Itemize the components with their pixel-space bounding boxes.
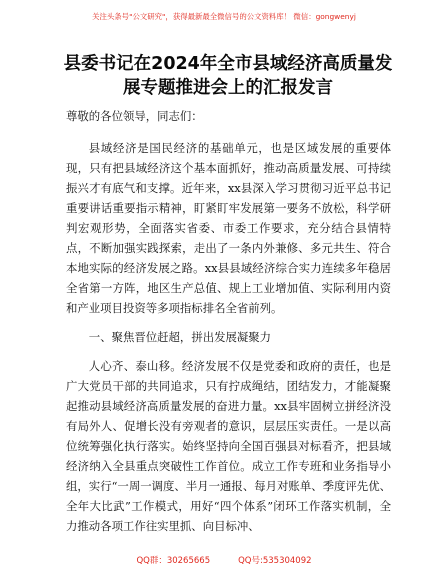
qq-number-text: QQ号:535304092 xyxy=(238,556,312,566)
qq-group-text: QQ群：30265665 xyxy=(136,556,211,566)
document-title: 县委书记在2024年全市县域经济高质量发展专题推进会上的汇报发言 xyxy=(63,54,393,98)
paragraph-intro: 县域经济是国民经济的基础单元，也是区域发展的重要体现，只有把县域经济这个基本面抓好，推动高质量发展、可持续振兴才有底气和支撑。近年来，xx县深入学习贯彻习近平总书记重要讲话重要指示精神，盯紧盯牢发展第一要务不放松，科学研判宏观形势，全面落实省委、市委工作要求，充分结合县情特点，不断加强实践探索，走出了一条内外兼修、多元共生、符合本地实际的经济发展之路。xx县县域经济综合实力连续多年稳居全省第一方阵，地区生产总值、规上工业增加值、实际利用内资和产业项目投资等多项指标排名全省前列。 xyxy=(66,141,391,315)
document-body xyxy=(66,106,391,545)
section-heading: 一、聚焦晋位赶超，拼出发展凝聚力 xyxy=(88,330,272,344)
paragraph-section-1: 人心齐、泰山移。经济发展不仅是党委和政府的责任，也是广大党员干部的共同追求，只有拧成绳结，团结发力，才能凝聚起推动县域经济高质量发展的奋进力量。xx县牢固树立拼经济没有局外人、促增长没有旁观者的意识，层层压实责任。一是以高位统筹强化执行落实。始终坚持向全国百强县对标看齐，把县域经济纳入全县重点突破性工作首位。成立工作专班和业务指导小组，实行“一周一调度、半月一通报、每月对账单、季度评先优、全年大比武”工作模式，用好“四个体系”闭环工作落实机制，全力推动各项工作往实里抓、向目标冲、 xyxy=(66,359,391,533)
header-notice: 关注头条号"公文研究"，获得最新最全微信号的公文资料库！ 微信：gongwenyj xyxy=(92,12,356,21)
salutation: 尊敬的各位领导，同志们： xyxy=(66,109,203,123)
footer-contact xyxy=(0,556,448,567)
